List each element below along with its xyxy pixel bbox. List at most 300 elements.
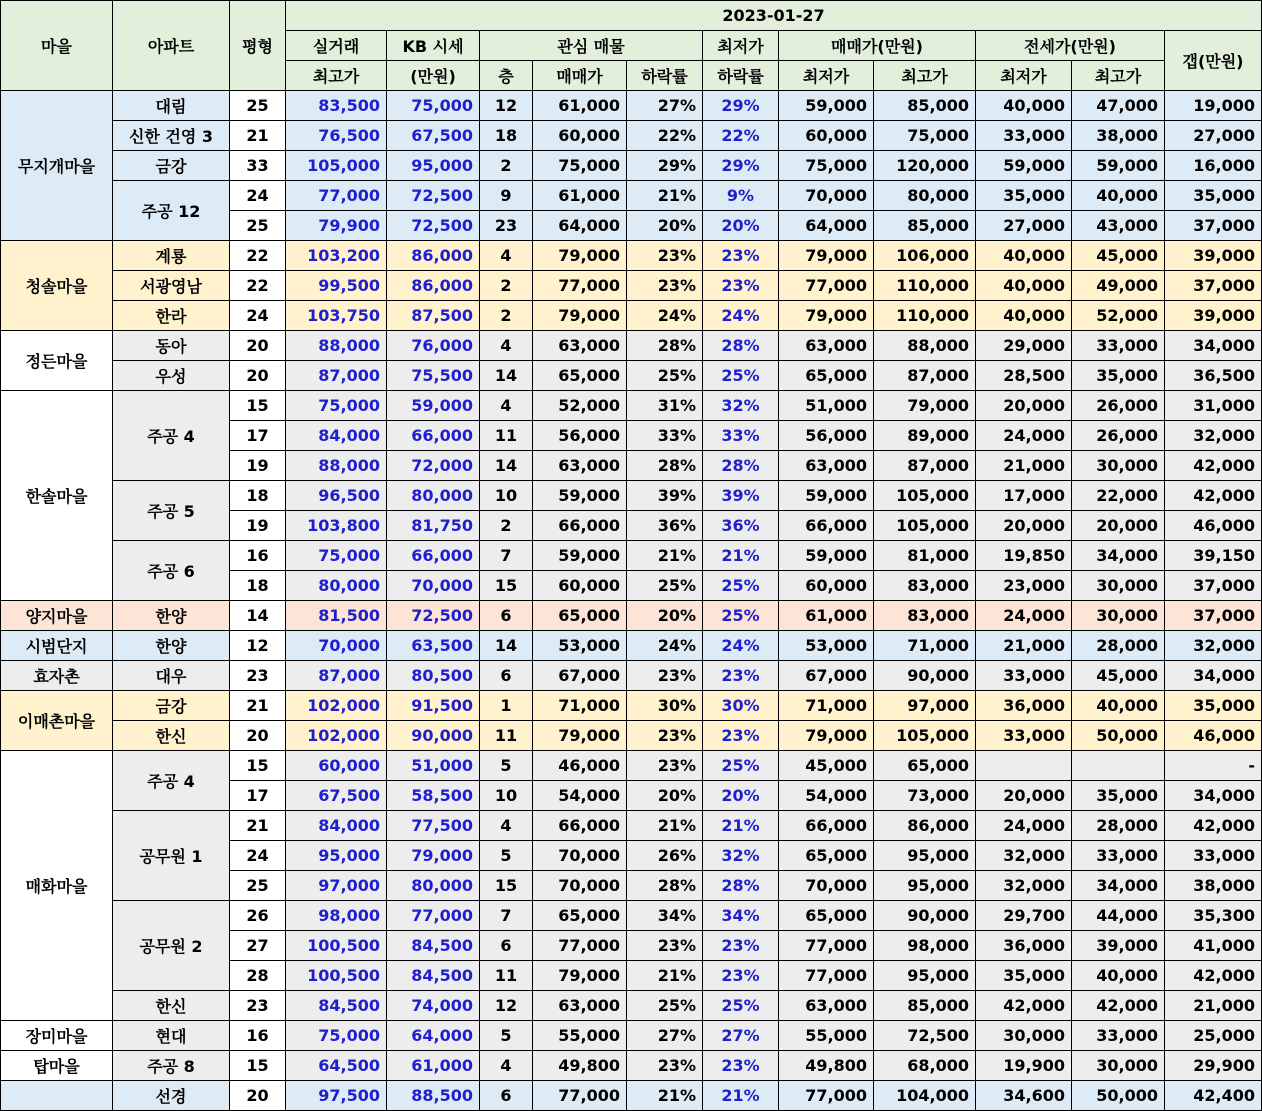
- kb-cell: 75,500: [387, 361, 480, 391]
- table-row: [1, 811, 1262, 841]
- drop-cell: 31%: [627, 391, 703, 421]
- table-row: [1, 91, 1262, 121]
- tmin-cell: 59,000: [779, 481, 874, 511]
- floor-cell: 10: [480, 781, 533, 811]
- drop-cell: 23%: [627, 1051, 703, 1081]
- tmax-cell: 105,000: [874, 511, 976, 541]
- gap-cell: 41,000: [1165, 931, 1262, 961]
- real-cell: 97,500: [286, 1081, 387, 1111]
- apartment-cell: 한양: [113, 601, 230, 631]
- floor-cell: 1: [480, 691, 533, 721]
- price-cell: 65,000: [533, 601, 627, 631]
- gap-cell: 39,000: [1165, 301, 1262, 331]
- jmin-cell: 24,000: [976, 811, 1072, 841]
- lowdrop-cell: 25%: [703, 751, 779, 781]
- table-header: [1, 1, 1262, 91]
- apartment-cell: 대림: [113, 91, 230, 121]
- tmin-cell: 67,000: [779, 661, 874, 691]
- kb-cell: 95,000: [387, 151, 480, 181]
- lowdrop-cell: 30%: [703, 691, 779, 721]
- apartment-cell: 한신: [113, 991, 230, 1021]
- tmin-cell: 65,000: [779, 901, 874, 931]
- real-cell: 67,500: [286, 781, 387, 811]
- table-row: [1, 481, 1262, 511]
- apartment-cell: 현대: [113, 1021, 230, 1051]
- real-cell: 88,000: [286, 451, 387, 481]
- tmin-cell: 65,000: [779, 361, 874, 391]
- lowdrop-cell: 39%: [703, 481, 779, 511]
- table-row: [1, 361, 1262, 391]
- jmax-cell: 33,000: [1072, 841, 1165, 871]
- jmin-cell: 35,000: [976, 181, 1072, 211]
- table-row: [1, 691, 1262, 721]
- lowdrop-cell: 23%: [703, 661, 779, 691]
- real-cell: 100,500: [286, 961, 387, 991]
- floor-cell: 15: [480, 571, 533, 601]
- drop-cell: 39%: [627, 481, 703, 511]
- lowdrop-cell: 25%: [703, 361, 779, 391]
- col-jeonse-group: 전세가(만원): [976, 31, 1165, 61]
- area-cell: 33: [230, 151, 286, 181]
- gap-cell: 37,000: [1165, 601, 1262, 631]
- lowdrop-cell: 28%: [703, 451, 779, 481]
- kb-cell: 86,000: [387, 271, 480, 301]
- gap-cell: 16,000: [1165, 151, 1262, 181]
- floor-cell: 5: [480, 841, 533, 871]
- jmax-cell: 28,000: [1072, 631, 1165, 661]
- lowdrop-cell: 25%: [703, 991, 779, 1021]
- drop-cell: 20%: [627, 781, 703, 811]
- jmax-cell: 50,000: [1072, 721, 1165, 751]
- area-cell: 19: [230, 511, 286, 541]
- jmax-cell: 30,000: [1072, 451, 1165, 481]
- floor-cell: 4: [480, 241, 533, 271]
- real-cell: 60,000: [286, 751, 387, 781]
- jmax-cell: 44,000: [1072, 901, 1165, 931]
- area-cell: 14: [230, 601, 286, 631]
- lowdrop-cell: 34%: [703, 901, 779, 931]
- kb-cell: 63,500: [387, 631, 480, 661]
- area-cell: 20: [230, 331, 286, 361]
- tmax-cell: 65,000: [874, 751, 976, 781]
- tmax-cell: 83,000: [874, 571, 976, 601]
- col-trade-min: 최저가: [779, 61, 874, 91]
- tmax-cell: 79,000: [874, 391, 976, 421]
- table-row: [1, 991, 1262, 1021]
- kb-cell: 91,500: [387, 691, 480, 721]
- table-row: [1, 241, 1262, 271]
- tmin-cell: 70,000: [779, 181, 874, 211]
- tmin-cell: 51,000: [779, 391, 874, 421]
- tmin-cell: 55,000: [779, 1021, 874, 1051]
- col-kb-bottom: (만원): [387, 61, 480, 91]
- area-cell: 22: [230, 241, 286, 271]
- drop-cell: 25%: [627, 361, 703, 391]
- gap-cell: 37,000: [1165, 571, 1262, 601]
- table-row: [1, 271, 1262, 301]
- table-row: [1, 1081, 1262, 1111]
- jmax-cell: 26,000: [1072, 421, 1165, 451]
- jmax-cell: 40,000: [1072, 181, 1165, 211]
- tmax-cell: 71,000: [874, 631, 976, 661]
- price-cell: 66,000: [533, 811, 627, 841]
- tmax-cell: 68,000: [874, 1051, 976, 1081]
- tmin-cell: 63,000: [779, 331, 874, 361]
- price-cell: 66,000: [533, 511, 627, 541]
- drop-cell: 34%: [627, 901, 703, 931]
- drop-cell: 26%: [627, 841, 703, 871]
- jmin-cell: 40,000: [976, 271, 1072, 301]
- price-cell: 55,000: [533, 1021, 627, 1051]
- tmax-cell: 85,000: [874, 991, 976, 1021]
- jmin-cell: 20,000: [976, 511, 1072, 541]
- real-cell: 95,000: [286, 841, 387, 871]
- area-cell: 25: [230, 91, 286, 121]
- price-cell: 77,000: [533, 931, 627, 961]
- gap-cell: 34,000: [1165, 331, 1262, 361]
- lowdrop-cell: 29%: [703, 91, 779, 121]
- lowdrop-cell: 24%: [703, 301, 779, 331]
- real-cell: 76,500: [286, 121, 387, 151]
- gap-cell: 46,000: [1165, 511, 1262, 541]
- lowdrop-cell: 23%: [703, 931, 779, 961]
- col-gap: 갭(만원): [1165, 31, 1262, 91]
- floor-cell: 23: [480, 211, 533, 241]
- apartment-cell: 주공 5: [113, 481, 230, 541]
- jmax-cell: [1072, 751, 1165, 781]
- col-jeonse-max: 최고가: [1072, 61, 1165, 91]
- price-cell: 79,000: [533, 961, 627, 991]
- real-cell: 87,000: [286, 661, 387, 691]
- price-cell: 70,000: [533, 871, 627, 901]
- area-cell: 17: [230, 781, 286, 811]
- gap-cell: 39,150: [1165, 541, 1262, 571]
- gap-cell: 33,000: [1165, 841, 1262, 871]
- tmin-cell: 70,000: [779, 871, 874, 901]
- lowdrop-cell: 21%: [703, 1081, 779, 1111]
- tmax-cell: 106,000: [874, 241, 976, 271]
- floor-cell: 18: [480, 121, 533, 151]
- area-cell: 20: [230, 721, 286, 751]
- kb-cell: 80,000: [387, 481, 480, 511]
- jmax-cell: 40,000: [1072, 691, 1165, 721]
- jmax-cell: 39,000: [1072, 931, 1165, 961]
- real-cell: 102,000: [286, 721, 387, 751]
- floor-cell: 2: [480, 151, 533, 181]
- tmax-cell: 110,000: [874, 301, 976, 331]
- price-cell: 77,000: [533, 1081, 627, 1111]
- real-cell: 96,500: [286, 481, 387, 511]
- apartment-cell: 주공 12: [113, 181, 230, 241]
- jmin-cell: 34,600: [976, 1081, 1072, 1111]
- drop-cell: 28%: [627, 331, 703, 361]
- real-cell: 88,000: [286, 331, 387, 361]
- table-row: [1, 181, 1262, 211]
- jmin-cell: 20,000: [976, 781, 1072, 811]
- tmin-cell: 59,000: [779, 541, 874, 571]
- area-cell: 24: [230, 181, 286, 211]
- table-body: [1, 91, 1262, 1111]
- tmin-cell: 66,000: [779, 811, 874, 841]
- tmax-cell: 110,000: [874, 271, 976, 301]
- floor-cell: 4: [480, 1051, 533, 1081]
- col-trade-max: 최고가: [874, 61, 976, 91]
- header-date: 2023-01-27: [286, 1, 1262, 31]
- jmin-cell: [976, 751, 1072, 781]
- jmin-cell: 24,000: [976, 601, 1072, 631]
- lowdrop-cell: 24%: [703, 631, 779, 661]
- gap-cell: 21,000: [1165, 991, 1262, 1021]
- area-cell: 21: [230, 121, 286, 151]
- kb-cell: 86,000: [387, 241, 480, 271]
- price-cell: 61,000: [533, 91, 627, 121]
- real-cell: 105,000: [286, 151, 387, 181]
- drop-cell: 27%: [627, 91, 703, 121]
- kb-cell: 87,500: [387, 301, 480, 331]
- table-row: [1, 391, 1262, 421]
- price-cell: 49,800: [533, 1051, 627, 1081]
- jmax-cell: 47,000: [1072, 91, 1165, 121]
- tmax-cell: 95,000: [874, 961, 976, 991]
- jmax-cell: 52,000: [1072, 301, 1165, 331]
- lowdrop-cell: 23%: [703, 271, 779, 301]
- real-cell: 103,200: [286, 241, 387, 271]
- table-row: [1, 1051, 1262, 1081]
- tmax-cell: 80,000: [874, 181, 976, 211]
- area-cell: 25: [230, 871, 286, 901]
- tmax-cell: 98,000: [874, 931, 976, 961]
- real-cell: 77,000: [286, 181, 387, 211]
- tmax-cell: 73,000: [874, 781, 976, 811]
- gap-cell: 39,000: [1165, 241, 1262, 271]
- tmax-cell: 105,000: [874, 721, 976, 751]
- jmax-cell: 34,000: [1072, 871, 1165, 901]
- tmin-cell: 53,000: [779, 631, 874, 661]
- tmin-cell: 63,000: [779, 451, 874, 481]
- drop-cell: 28%: [627, 451, 703, 481]
- real-cell: 64,500: [286, 1051, 387, 1081]
- drop-cell: 23%: [627, 661, 703, 691]
- village-cell: 효자촌: [1, 661, 113, 691]
- area-cell: 26: [230, 901, 286, 931]
- real-cell: 103,800: [286, 511, 387, 541]
- drop-cell: 23%: [627, 931, 703, 961]
- jmax-cell: 22,000: [1072, 481, 1165, 511]
- tmax-cell: 90,000: [874, 901, 976, 931]
- village-cell: 한솔마을: [1, 391, 113, 601]
- col-interest-listing: 관심 매물: [480, 31, 703, 61]
- tmin-cell: 45,000: [779, 751, 874, 781]
- kb-cell: 74,000: [387, 991, 480, 1021]
- gap-cell: 19,000: [1165, 91, 1262, 121]
- drop-cell: 27%: [627, 1021, 703, 1051]
- col-apartment: 아파트: [113, 1, 230, 91]
- real-cell: 84,000: [286, 421, 387, 451]
- price-cell: 53,000: [533, 631, 627, 661]
- village-cell: 정든마을: [1, 331, 113, 391]
- apartment-cell: 동아: [113, 331, 230, 361]
- tmax-cell: 95,000: [874, 841, 976, 871]
- price-cell: 79,000: [533, 721, 627, 751]
- price-cell: 59,000: [533, 541, 627, 571]
- floor-cell: 4: [480, 811, 533, 841]
- gap-cell: 34,000: [1165, 781, 1262, 811]
- area-cell: 12: [230, 631, 286, 661]
- gap-cell: 37,000: [1165, 271, 1262, 301]
- floor-cell: 14: [480, 361, 533, 391]
- col-sale-price: 매매가: [533, 61, 627, 91]
- col-actual-trade-bottom: 최고가: [286, 61, 387, 91]
- apartment-cell: 한라: [113, 301, 230, 331]
- real-cell: 87,000: [286, 361, 387, 391]
- lowdrop-cell: 23%: [703, 1051, 779, 1081]
- real-cell: 70,000: [286, 631, 387, 661]
- price-cell: 75,000: [533, 151, 627, 181]
- lowdrop-cell: 25%: [703, 601, 779, 631]
- price-cell: 67,000: [533, 661, 627, 691]
- area-cell: 24: [230, 301, 286, 331]
- drop-cell: 21%: [627, 181, 703, 211]
- tmin-cell: 77,000: [779, 1081, 874, 1111]
- area-cell: 23: [230, 661, 286, 691]
- gap-cell: 25,000: [1165, 1021, 1262, 1051]
- floor-cell: 6: [480, 931, 533, 961]
- apartment-cell: 대우: [113, 661, 230, 691]
- price-cell: 59,000: [533, 481, 627, 511]
- real-cell: 75,000: [286, 1021, 387, 1051]
- price-cell: 70,000: [533, 841, 627, 871]
- table-row: [1, 1021, 1262, 1051]
- village-cell: 무지개마을: [1, 91, 113, 241]
- apartment-cell: 공무원 2: [113, 901, 230, 991]
- area-cell: 28: [230, 961, 286, 991]
- col-lowest-bottom: 하락률: [703, 61, 779, 91]
- tmax-cell: 87,000: [874, 451, 976, 481]
- village-cell: 탑마을: [1, 1051, 113, 1081]
- jmax-cell: 30,000: [1072, 601, 1165, 631]
- village-cell: 시범단지: [1, 631, 113, 661]
- apartment-cell: 공무원 1: [113, 811, 230, 901]
- tmax-cell: 87,000: [874, 361, 976, 391]
- kb-cell: 70,000: [387, 571, 480, 601]
- drop-cell: 21%: [627, 811, 703, 841]
- village-cell: 청솔마을: [1, 241, 113, 331]
- table-row: [1, 541, 1262, 571]
- floor-cell: 6: [480, 601, 533, 631]
- jmax-cell: 28,000: [1072, 811, 1165, 841]
- tmax-cell: 72,500: [874, 1021, 976, 1051]
- tmax-cell: 83,000: [874, 601, 976, 631]
- tmin-cell: 66,000: [779, 511, 874, 541]
- drop-cell: 36%: [627, 511, 703, 541]
- gap-cell: 35,000: [1165, 691, 1262, 721]
- drop-cell: 23%: [627, 241, 703, 271]
- kb-cell: 90,000: [387, 721, 480, 751]
- tmin-cell: 71,000: [779, 691, 874, 721]
- area-cell: 16: [230, 1021, 286, 1051]
- lowdrop-cell: 23%: [703, 721, 779, 751]
- floor-cell: 9: [480, 181, 533, 211]
- price-cell: 61,000: [533, 181, 627, 211]
- jmin-cell: 42,000: [976, 991, 1072, 1021]
- floor-cell: 11: [480, 721, 533, 751]
- jmax-cell: 59,000: [1072, 151, 1165, 181]
- jmax-cell: 42,000: [1072, 991, 1165, 1021]
- kb-cell: 77,500: [387, 811, 480, 841]
- floor-cell: 10: [480, 481, 533, 511]
- price-cell: 56,000: [533, 421, 627, 451]
- apartment-cell: 주공 4: [113, 391, 230, 481]
- kb-cell: 81,750: [387, 511, 480, 541]
- apartment-cell: 선경: [113, 1081, 230, 1111]
- price-cell: 63,000: [533, 451, 627, 481]
- drop-cell: 21%: [627, 541, 703, 571]
- floor-cell: 4: [480, 391, 533, 421]
- lowdrop-cell: 27%: [703, 1021, 779, 1051]
- lowdrop-cell: 32%: [703, 391, 779, 421]
- real-cell: 98,000: [286, 901, 387, 931]
- apartment-cell: 한양: [113, 631, 230, 661]
- tmin-cell: 59,000: [779, 91, 874, 121]
- tmin-cell: 63,000: [779, 991, 874, 1021]
- floor-cell: 15: [480, 871, 533, 901]
- jmax-cell: 43,000: [1072, 211, 1165, 241]
- tmin-cell: 77,000: [779, 931, 874, 961]
- kb-cell: 72,500: [387, 211, 480, 241]
- floor-cell: 5: [480, 1021, 533, 1051]
- real-cell: 75,000: [286, 391, 387, 421]
- jmax-cell: 45,000: [1072, 241, 1165, 271]
- lowdrop-cell: 23%: [703, 961, 779, 991]
- drop-cell: 33%: [627, 421, 703, 451]
- jmin-cell: 40,000: [976, 241, 1072, 271]
- jmin-cell: 17,000: [976, 481, 1072, 511]
- apartment-cell: 한신: [113, 721, 230, 751]
- col-floor: 층: [480, 61, 533, 91]
- real-cell: 99,500: [286, 271, 387, 301]
- drop-cell: 25%: [627, 571, 703, 601]
- real-cell: 103,750: [286, 301, 387, 331]
- table-row: [1, 151, 1262, 181]
- tmin-cell: 64,000: [779, 211, 874, 241]
- jmax-cell: 30,000: [1072, 1051, 1165, 1081]
- area-cell: 15: [230, 1051, 286, 1081]
- real-cell: 102,000: [286, 691, 387, 721]
- tmin-cell: 79,000: [779, 301, 874, 331]
- village-cell: [1, 1081, 113, 1111]
- jmin-cell: 40,000: [976, 301, 1072, 331]
- tmax-cell: 75,000: [874, 121, 976, 151]
- floor-cell: 7: [480, 901, 533, 931]
- floor-cell: 12: [480, 991, 533, 1021]
- tmin-cell: 60,000: [779, 571, 874, 601]
- kb-cell: 75,000: [387, 91, 480, 121]
- gap-cell: -: [1165, 751, 1262, 781]
- floor-cell: 7: [480, 541, 533, 571]
- gap-cell: 34,000: [1165, 661, 1262, 691]
- gap-cell: 38,000: [1165, 871, 1262, 901]
- kb-cell: 72,500: [387, 601, 480, 631]
- area-cell: 21: [230, 691, 286, 721]
- jmin-cell: 19,850: [976, 541, 1072, 571]
- kb-cell: 61,000: [387, 1051, 480, 1081]
- area-cell: 16: [230, 541, 286, 571]
- lowdrop-cell: 20%: [703, 781, 779, 811]
- floor-cell: 11: [480, 961, 533, 991]
- tmin-cell: 54,000: [779, 781, 874, 811]
- area-cell: 24: [230, 841, 286, 871]
- kb-cell: 51,000: [387, 751, 480, 781]
